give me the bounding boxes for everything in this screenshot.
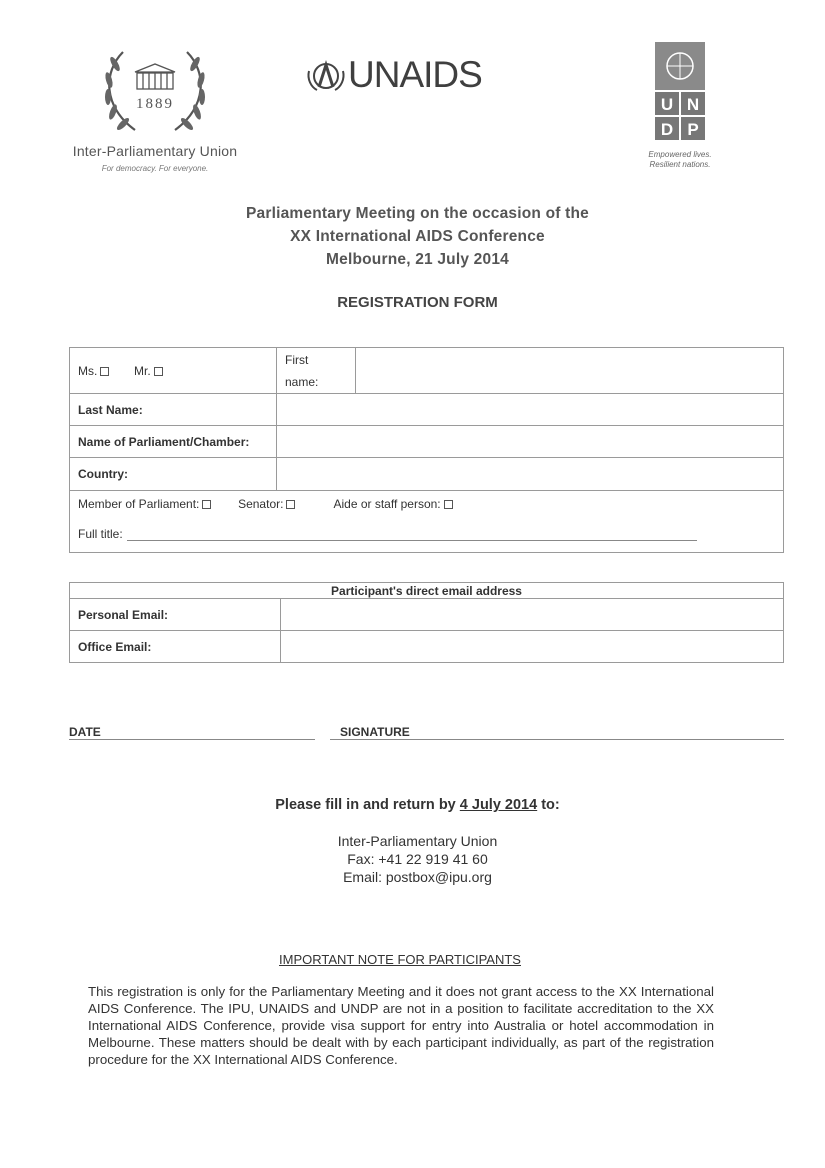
undp-letter-d: D: [660, 120, 674, 139]
country-label: Country:: [70, 458, 277, 491]
personal-email-label: Personal Email:: [70, 599, 281, 631]
return-suffix: to:: [537, 797, 560, 813]
last-name-label: Last Name:: [70, 394, 277, 426]
first-name-field[interactable]: [356, 348, 784, 394]
email-table: [69, 582, 784, 663]
mr-label: Mr.: [134, 363, 151, 378]
date-label: DATE: [69, 725, 101, 739]
ms-label: Ms.: [78, 363, 98, 378]
date-field[interactable]: [69, 739, 315, 740]
parliament-label: Name of Parliament/Chamber:: [70, 426, 277, 458]
last-name-field[interactable]: [277, 394, 784, 426]
header-line-3: Melbourne, 21 July 2014: [326, 251, 509, 268]
ipu-tagline: For democracy. For everyone.: [101, 164, 209, 173]
return-instructions: [150, 797, 685, 813]
registration-table: [69, 347, 784, 553]
first-name-label-1: First: [285, 352, 309, 367]
return-deadline: 4 July 2014: [459, 797, 538, 813]
senator-checkbox[interactable]: [286, 500, 295, 509]
senator-label: Senator:: [238, 497, 284, 511]
ipu-laurel-logo: [95, 42, 215, 142]
return-fax: Fax: +41 22 919 41 60: [347, 851, 488, 867]
full-title-field[interactable]: [127, 528, 697, 541]
ipu-name: Inter-Parliamentary Union: [72, 143, 238, 159]
undp-logo: [655, 42, 705, 140]
note-title: IMPORTANT NOTE FOR PARTICIPANTS: [279, 952, 521, 967]
member-label: Member of Parliament:: [78, 497, 200, 511]
signature-field[interactable]: [330, 739, 784, 740]
parliament-field[interactable]: [277, 426, 784, 458]
personal-email-field[interactable]: [281, 599, 784, 631]
mr-checkbox[interactable]: [154, 367, 163, 376]
position-cell: [70, 491, 784, 553]
ms-checkbox[interactable]: [100, 367, 109, 376]
ipu-year: 1889: [136, 96, 174, 112]
note-body: This registration is only for the Parliamentary Meeting and it does not grant access to the XX International AIDS Conference. The IPU, UNAIDS and UNDP are not in a position to facilitate accreditation to the XX International AIDS Conference, provide visa support for entry into Australia or hotel accommodation in Melbourne. These matters should be dealt with by each participant individually, as part of the registration procedure for the XX International AIDS Conference.: [88, 984, 714, 1067]
country-field[interactable]: [277, 458, 784, 491]
header-line-1: Parliamentary Meeting on the occasion of the: [246, 205, 589, 222]
office-email-field[interactable]: [281, 631, 784, 663]
unaids-wordmark: UNAIDS: [348, 54, 482, 95]
return-prefix: Please fill in and return by: [275, 797, 460, 813]
undp-letter-n: N: [686, 95, 700, 114]
unaids-emblem-icon: [305, 57, 347, 95]
email-header: Participant's direct email address: [70, 583, 784, 599]
salutation-cell: [70, 348, 277, 394]
return-org: Inter-Parliamentary Union: [337, 833, 498, 849]
first-name-label-2: name:: [285, 374, 319, 389]
aide-checkbox[interactable]: [444, 500, 453, 509]
full-title-label: Full title:: [78, 527, 123, 541]
return-email: Email: postbox@ipu.org: [343, 869, 492, 885]
member-checkbox[interactable]: [202, 500, 211, 509]
office-email-label: Office Email:: [70, 631, 281, 663]
header-line-2: XX International AIDS Conference: [290, 228, 545, 245]
aide-label: Aide or staff person:: [333, 497, 441, 511]
undp-tagline-1: Empowered lives.: [648, 150, 712, 159]
signature-label: SIGNATURE: [340, 725, 410, 739]
undp-letter-u: U: [660, 95, 674, 114]
undp-tagline-2: Resilient nations.: [649, 160, 711, 169]
form-title: REGISTRATION FORM: [337, 294, 498, 311]
undp-letter-p: P: [687, 120, 699, 139]
first-name-label-cell: [277, 348, 356, 394]
